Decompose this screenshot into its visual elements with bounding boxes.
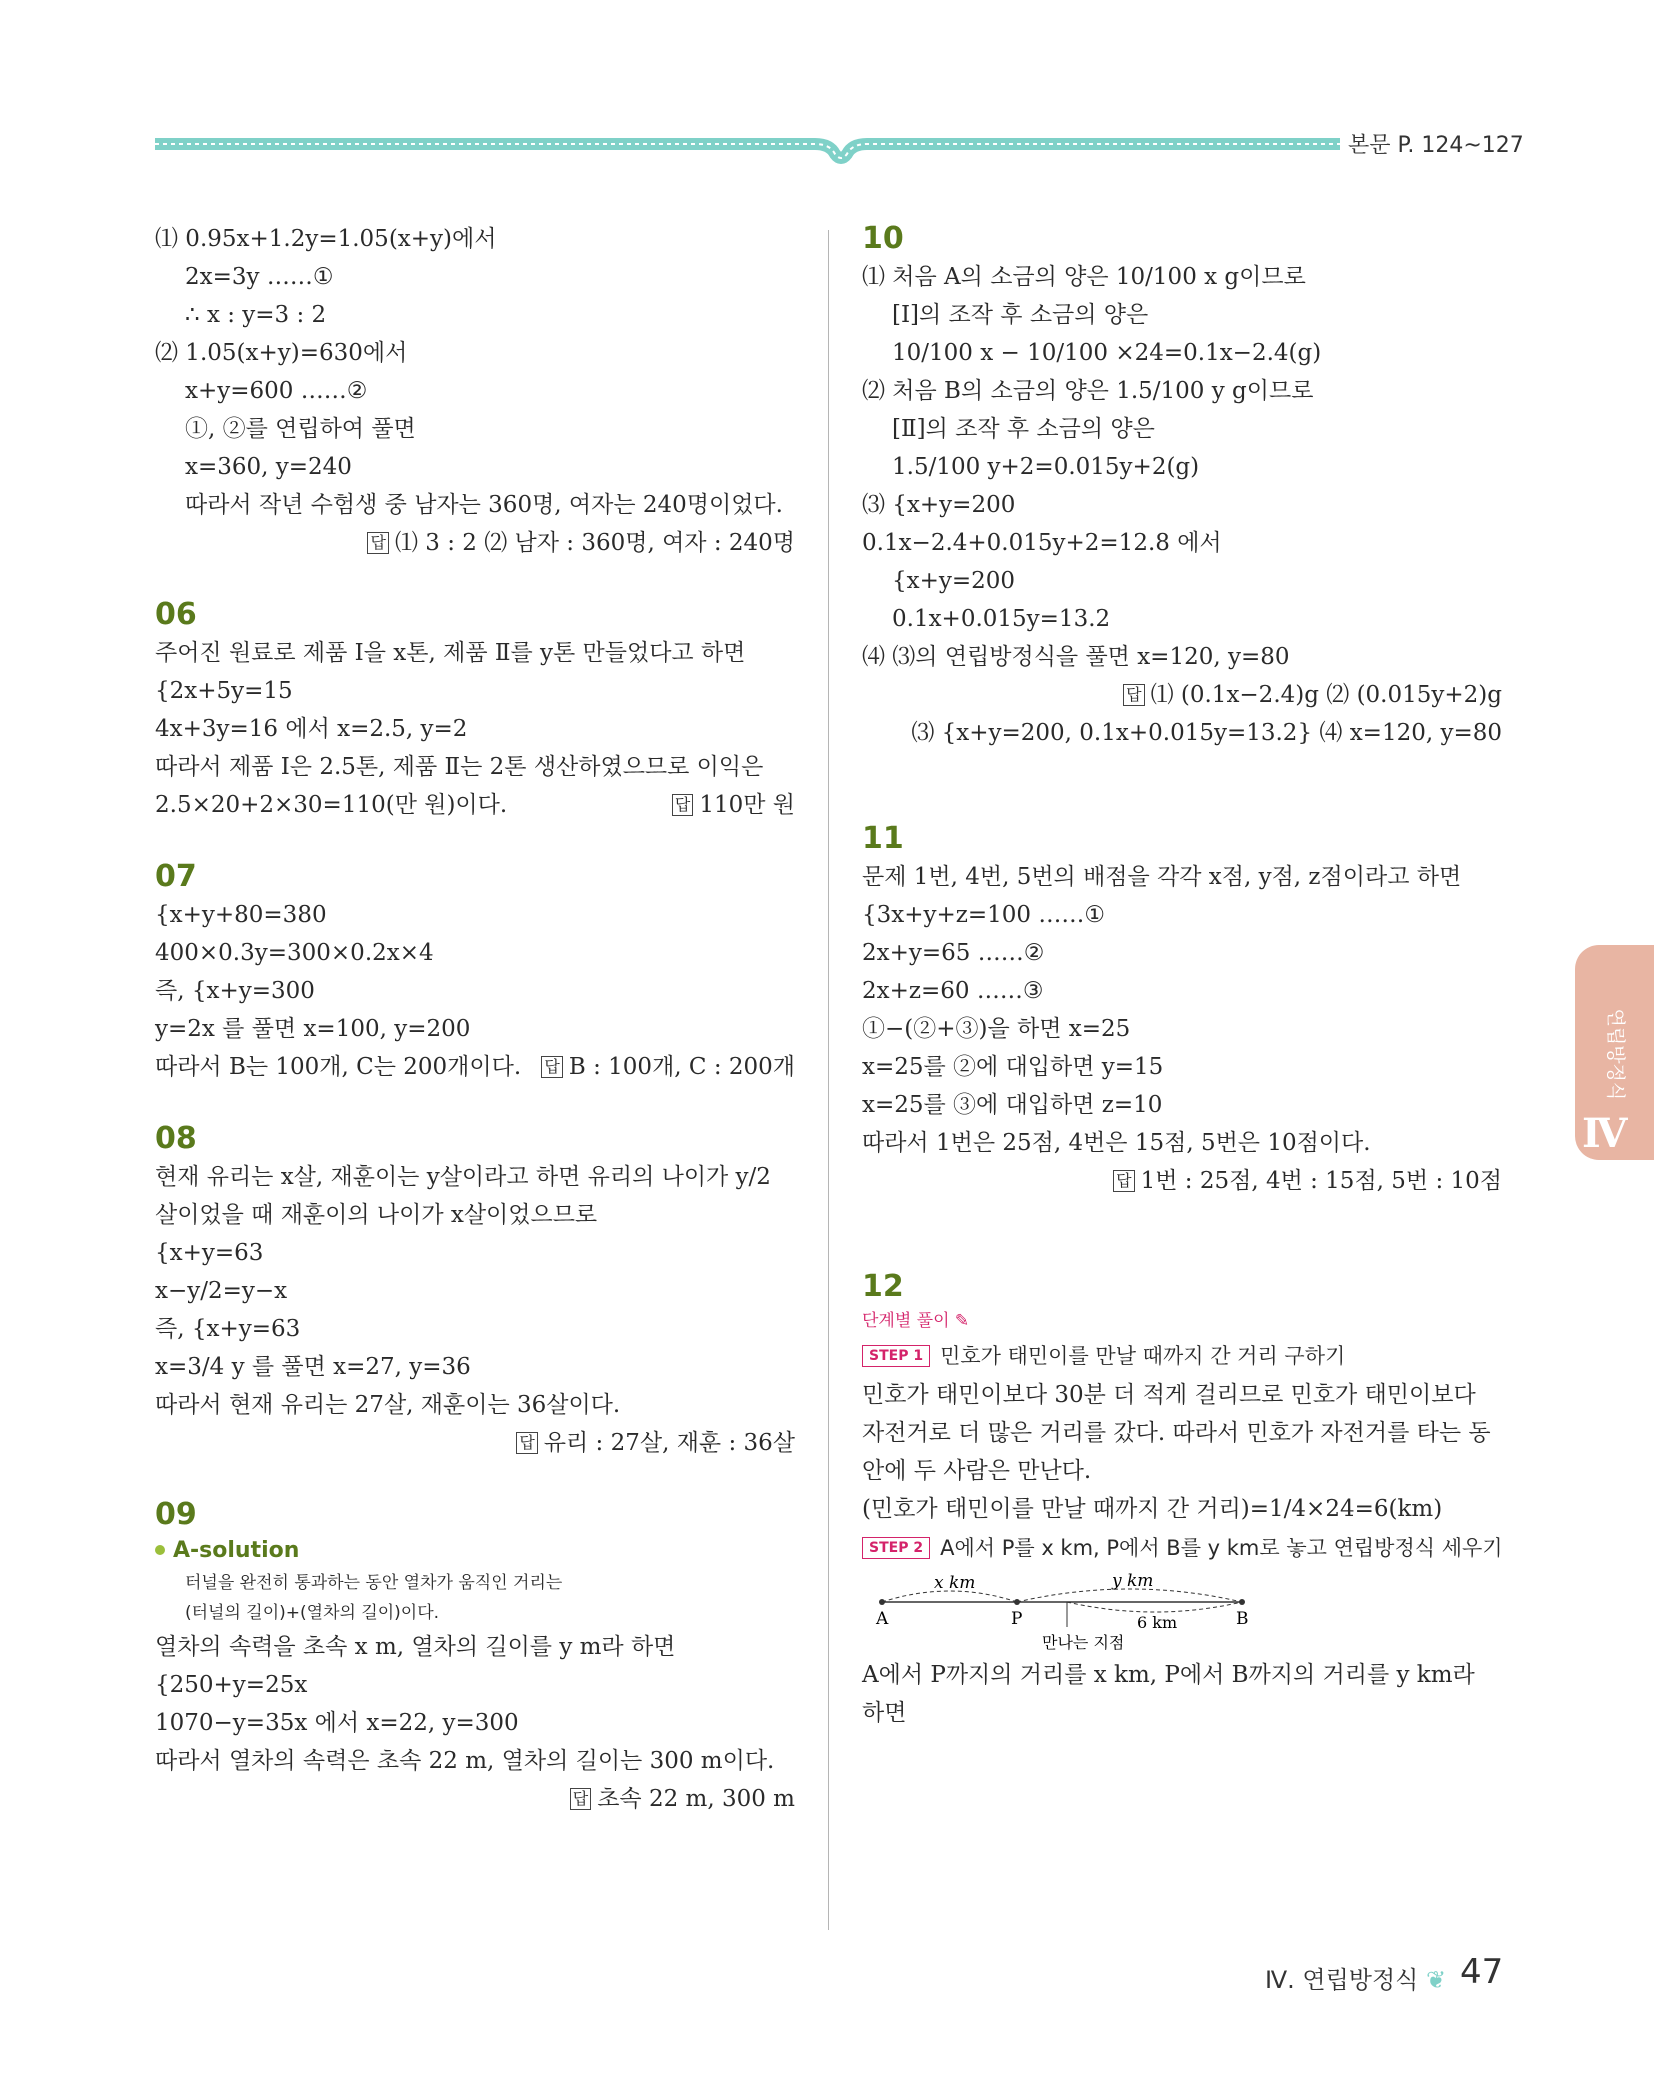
equation-line: 즉, {x+y=63	[155, 1316, 301, 1342]
equation-line: {x+y=63	[155, 1240, 264, 1266]
solution-line: x+y=600 ……②	[185, 378, 368, 404]
solution-line: 주어진 원료로 제품 Ⅰ을 x톤, 제품 Ⅱ를 y톤 만들었다고 하면	[155, 640, 746, 666]
problem-12	[862, 1268, 1502, 1732]
equation-line: 0.1x−2.4+0.015y+2=12.8 에서	[862, 530, 1222, 556]
problem-07	[155, 858, 795, 1086]
label-b: B	[1236, 1609, 1249, 1629]
footer-chapter: Ⅳ. 연립방정식 ❦	[1265, 1966, 1447, 1994]
solution-line: ⑴ 처음 A의 소금의 양은 10/100 x g이므로	[862, 264, 1306, 290]
answer-mark-icon: 답	[1123, 684, 1144, 706]
solution-line: 하면	[862, 1700, 907, 1726]
answer-line: ⑶ {x+y=200, 0.1x+0.015y=13.2} ⑷ x=120, y=80	[911, 720, 1502, 746]
equation-line: {x+y+80=380	[155, 902, 327, 928]
problem-06	[155, 596, 795, 824]
solution-line: x=25를 ②에 대입하면 y=15	[862, 1054, 1164, 1080]
solution-line: ①−(②+③)을 하면 x=25	[862, 1016, 1131, 1042]
solution-line: ①, ②를 연립하여 풀면	[185, 416, 416, 442]
step-badge: STEP 1	[862, 1345, 930, 1367]
answer-text: 110만 원	[699, 792, 795, 818]
equation-line: 2x+z=60 ……③	[862, 978, 1044, 1004]
equation-line: (민호가 태민이를 만날 때까지 간 거리)=1/4×24=6(km)	[862, 1496, 1443, 1522]
answer-line: 답 ⑴ (0.1x−2.4)g ⑵ (0.015y+2)g	[862, 676, 1502, 714]
answer-text: B : 100개, C : 200개	[568, 1054, 795, 1080]
chapter-tab-label: 연립방정식	[1604, 1008, 1627, 1101]
left-column	[155, 220, 795, 1818]
equation-line: 즉, {x+y=300	[155, 978, 315, 1004]
answer-line: 답 유리 : 27살, 재훈 : 36살	[155, 1424, 795, 1462]
step1-header: STEP 1 민호가 태민이를 만날 때까지 간 거리 구하기	[862, 1336, 1502, 1376]
a-solution-label: A-solution	[155, 1534, 795, 1568]
right-column	[862, 220, 1502, 1732]
solution-line: 따라서 작년 수험생 중 남자는 360명, 여자는 240명이었다.	[185, 492, 783, 518]
step2-header: STEP 2 A에서 P를 x km, P에서 B를 y km로 놓고 연립방정식 세우기	[862, 1528, 1502, 1568]
label-p: P	[1011, 1609, 1023, 1629]
solution-line: x=25를 ③에 대입하면 z=10	[862, 1092, 1163, 1118]
tip-line: (터널의 길이)+(열차의 길이)이다.	[185, 1603, 440, 1623]
equation-line: 10/100 x − 10/100 ×24=0.1x−2.4(g)	[892, 340, 1322, 366]
solution-line: [Ⅱ]의 조작 후 소금의 양은	[892, 416, 1155, 442]
header-ribbon	[155, 124, 1340, 164]
solution-line: ⑷ ⑶의 연립방정식을 풀면 x=120, y=80	[862, 644, 1290, 670]
solution-line: 자전거로 더 많은 거리를 갔다. 따라서 민호가 자전거를 타는 동	[862, 1420, 1491, 1446]
problem-number: 06	[155, 597, 197, 632]
problem-number: 08	[155, 1121, 197, 1156]
solution-line: ∴ x : y=3 : 2	[185, 302, 327, 328]
chapter-tab-numeral: Ⅳ	[1582, 1110, 1628, 1157]
tip-line: 터널을 완전히 통과하는 동안 열차가 움직인 거리는	[185, 1573, 563, 1593]
equation-line: x=3/4 y 를 풀면 x=27, y=36	[155, 1354, 471, 1380]
solution-line: 따라서 제품 Ⅰ은 2.5톤, 제품 Ⅱ는 2톤 생산하였으므로 이익은	[155, 754, 764, 780]
meet-label: 만나는 지점	[1042, 1633, 1125, 1652]
problem-08	[155, 1120, 795, 1462]
solution-line: A에서 P까지의 거리를 x km, P에서 B까지의 거리를 y km라	[862, 1662, 1475, 1688]
label-a: A	[876, 1609, 889, 1629]
solution-line: 문제 1번, 4번, 5번의 배점을 각각 x점, y점, z점이라고 하면	[862, 864, 1462, 890]
six-label: 6 km	[1137, 1613, 1178, 1632]
equation-line: 1.5/100 y+2=0.015y+2(g)	[892, 454, 1200, 480]
solution-line: 안에 두 사람은 만난다.	[862, 1458, 1092, 1484]
answer-line: 답 ⑴ 3 : 2 ⑵ 남자 : 360명, 여자 : 240명	[155, 524, 795, 562]
answer-mark-icon: 답	[1113, 1170, 1134, 1192]
answer-mark-icon: 답	[516, 1432, 537, 1454]
problem-09	[155, 1496, 795, 1818]
answer-mark-icon: 답	[570, 1788, 591, 1810]
pencil-icon: ✎	[954, 1311, 970, 1331]
intro-solution	[155, 220, 795, 562]
solution-line: ⑵ 1.05(x+y)=630에서	[155, 340, 408, 366]
answer-line: 답 초속 22 m, 300 m	[155, 1780, 795, 1818]
bullet-icon	[155, 1545, 165, 1555]
solution-line: 열차의 속력을 초속 x m, 열차의 길이를 y m라 하면	[155, 1634, 676, 1660]
solution-line: 따라서 현재 유리는 27살, 재훈이는 36살이다.	[155, 1392, 621, 1418]
answer-line: 답 1번 : 25점, 4번 : 15점, 5번 : 10점	[862, 1162, 1502, 1200]
equation-line: x−y/2=y−x	[155, 1278, 288, 1304]
equation-line: {250+y=25x	[155, 1672, 308, 1698]
y-label: y km	[1112, 1572, 1154, 1591]
answer-mark-icon: 답	[541, 1056, 562, 1078]
problem-number: 09	[155, 1497, 197, 1532]
answer-mark-icon: 답	[672, 794, 693, 816]
step-badge: STEP 2	[862, 1537, 930, 1559]
solution-line: 따라서 1번은 25점, 4번은 15점, 5번은 10점이다.	[862, 1130, 1371, 1156]
problem-number: 07	[155, 859, 197, 894]
problem-number: 12	[862, 1269, 904, 1304]
stepwise-label: 단계별 풀이 ✎	[862, 1311, 970, 1331]
problem-10	[862, 220, 1502, 752]
solution-line: 민호가 태민이보다 30분 더 적게 걸리므로 민호가 태민이보다	[862, 1382, 1476, 1408]
six-arc	[1067, 1602, 1242, 1612]
equation-line: 400×0.3y=300×0.2x×4	[155, 940, 434, 966]
solution-line: ⑴ 0.95x+1.2y=1.05(x+y)에서	[155, 226, 497, 252]
equation-line: {x+y=200	[892, 568, 1016, 594]
equation-line: 2x+y=65 ……②	[862, 940, 1045, 966]
page-number: 47	[1460, 1952, 1504, 1992]
answer-mark-icon: 답	[367, 532, 388, 554]
solution-line: ⑵ 처음 B의 소금의 양은 1.5/100 y g이므로	[862, 378, 1314, 404]
solution-line: 2x=3y ……①	[185, 264, 334, 290]
equation-line: 1070−y=35x 에서 x=22, y=300	[155, 1710, 519, 1736]
problem-number: 11	[862, 821, 904, 856]
solution-line: 2.5×20+2×30=110(만 원)이다. 답 110만 원	[155, 792, 795, 818]
equation-line: y=2x 를 풀면 x=100, y=200	[155, 1016, 471, 1042]
solution-line: x=360, y=240	[185, 454, 352, 480]
equation-line: 4x+3y=16 에서 x=2.5, y=2	[155, 716, 468, 742]
problem-number: 10	[862, 221, 904, 256]
problem-11	[862, 820, 1502, 1200]
equation-line: {2x+5y=15	[155, 678, 293, 704]
solution-line: 따라서 B는 100개, C는 200개이다. 답 B : 100개, C : 200개	[155, 1054, 795, 1080]
equation-line: 0.1x+0.015y=13.2	[892, 606, 1111, 632]
distance-diagram	[872, 1572, 1272, 1652]
solution-line: 따라서 열차의 속력은 초속 22 m, 열차의 길이는 300 m이다.	[155, 1748, 775, 1774]
equation-line: ⑶ {x+y=200	[862, 492, 1016, 518]
solution-line: [Ⅰ]의 조작 후 소금의 양은	[892, 302, 1149, 328]
equation-line: {3x+y+z=100 ……①	[862, 902, 1105, 928]
solution-line: 살이었을 때 재훈이의 나이가 x살이었으므로	[155, 1202, 598, 1228]
leaf-icon: ❦	[1425, 1966, 1447, 1994]
solution-line: 현재 유리는 x살, 재훈이는 y살이라고 하면 유리의 나이가 y/2	[155, 1164, 771, 1190]
x-label: x km	[934, 1573, 976, 1593]
page-reference: 본문 P. 124~127	[1348, 133, 1524, 158]
column-divider	[828, 230, 829, 1930]
